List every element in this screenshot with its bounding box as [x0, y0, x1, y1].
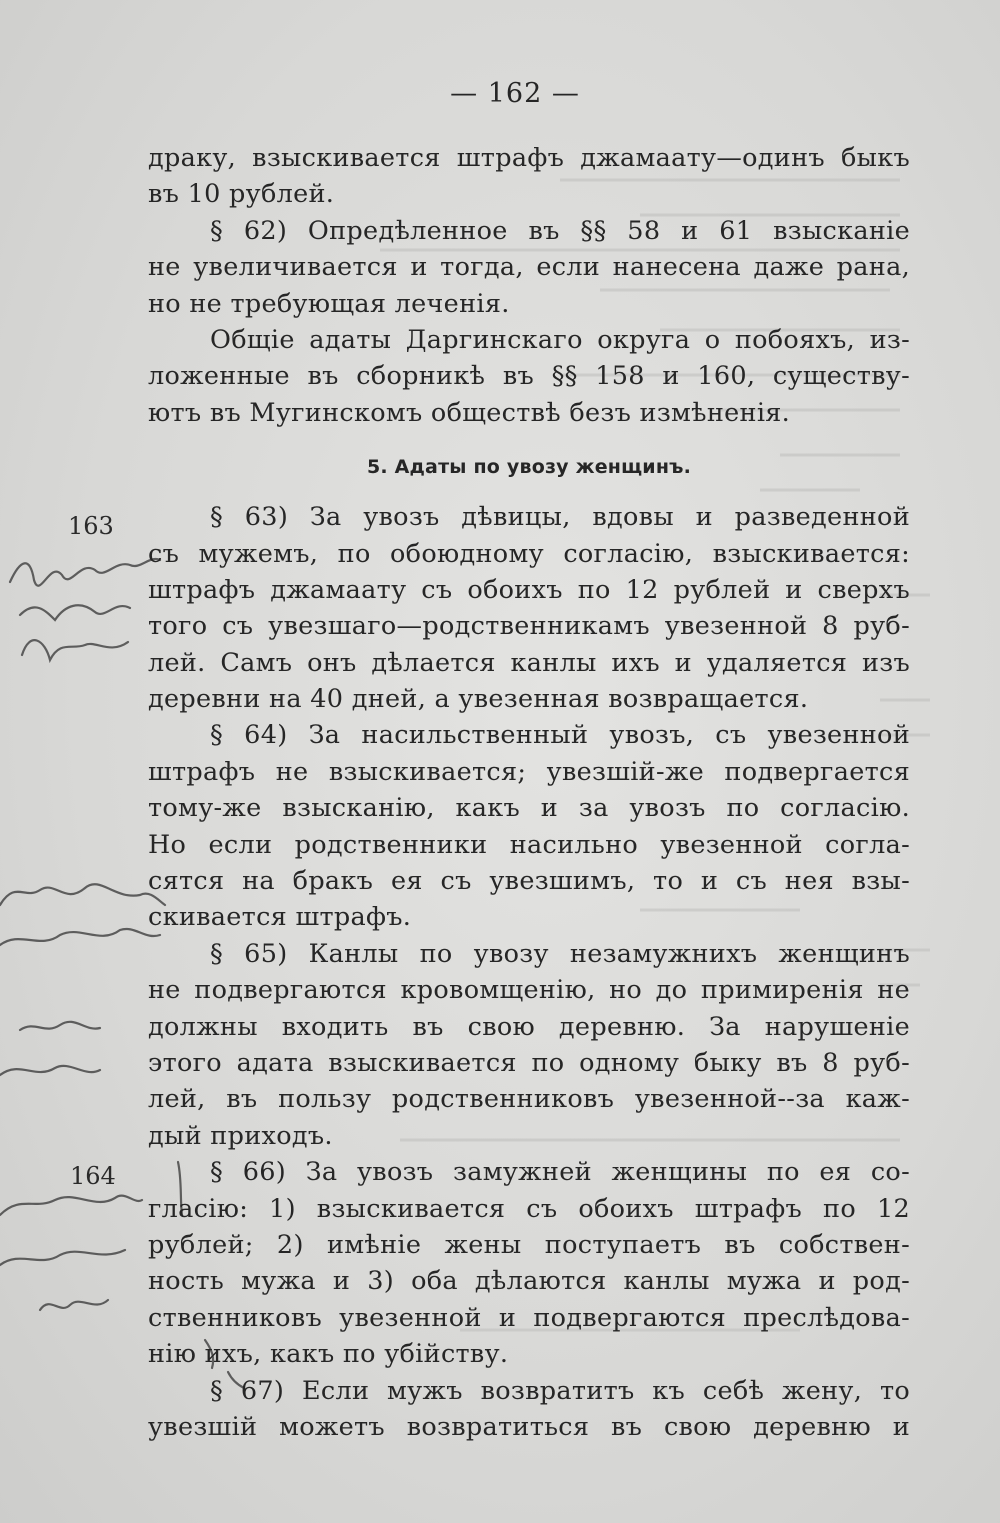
text-line: но не требующая леченія.: [148, 288, 510, 319]
text-line: не подвергаются кровомщенію, но до примиренія не: [148, 975, 910, 1006]
page-number: — 162 —: [450, 78, 580, 109]
text-line: нію ихъ, какъ по убійству.: [148, 1339, 509, 1370]
text-line: драку, взыскивается штрафъ джамаату—одинъ быкъ: [148, 143, 910, 173]
section-heading: 5. Адаты по увозу женщинъ.: [366, 456, 692, 479]
text-line: ность мужа и 3) оба дѣлаются канлы мужа и род-: [148, 1266, 910, 1297]
text-line: рублей; 2) имѣніе жены поступаетъ въ собствен-: [148, 1229, 910, 1260]
text-line: § 64) За насильственный увозъ, съ увезенной: [210, 720, 910, 751]
text-line: § 66) За увозъ замужней женщины по ея со-: [210, 1157, 910, 1188]
text-line: съ мужемъ, по обоюдному согласію, взыскивается:: [148, 538, 910, 569]
main-text: [148, 140, 910, 1445]
text-line: § 65) Канлы по увозу незамужнихъ женщинъ: [210, 938, 910, 969]
text-line: сятся на бракъ ея съ увезшимъ, то и съ нея взы-: [148, 866, 910, 897]
text-line: Общіе адаты Даргинскаго округа о побояхъ, из-: [210, 324, 910, 355]
text-line: Но если родственники насильно увезенной согла-: [148, 829, 910, 860]
text-line: лей, въ пользу родственниковъ увезенной--за каж-: [148, 1084, 910, 1115]
text-line: скивается штрафъ.: [148, 902, 412, 933]
text-line: штрафъ джамаату съ обоихъ по 12 рублей и сверхъ: [148, 574, 910, 605]
text-line: въ 10 рублей.: [148, 179, 335, 210]
text-line: § 67) Если мужъ возвратитъ къ себѣ жену, то: [210, 1375, 910, 1406]
text-line: § 62) Опредѣленное въ §§ 58 и 61 взысканіе: [210, 215, 910, 246]
text-line: лей. Самъ онъ дѣлается канлы ихъ и удаляется изъ: [148, 647, 910, 678]
text-line: не увеличивается и тогда, если нанесена даже рана,: [148, 252, 910, 283]
text-line: того съ увезшаго—родственникамъ увезенной 8 руб-: [148, 611, 910, 642]
text-line: увезшій можетъ возвратиться въ свою деревню и: [148, 1411, 910, 1442]
text-line: тому-же взысканію, какъ и за увозъ по согласію.: [148, 793, 910, 824]
text-line: штрафъ не взыскивается; увезшій-же подвергается: [148, 756, 910, 787]
text-line: ютъ въ Мугинскомъ обществѣ безъ измѣненія.: [148, 397, 791, 428]
text-line: должны входить въ свою деревню. За нарушеніе: [148, 1011, 910, 1042]
text-line: ложенные въ сборникѣ въ §§ 158 и 160, существу-: [148, 361, 910, 392]
text-line: ственниковъ увезенной и подвергаются преслѣдова-: [148, 1302, 910, 1333]
text-line: этого адата взыскивается по одному быку въ 8 руб-: [148, 1047, 910, 1078]
margin-section-number: 163: [68, 512, 114, 540]
margin-section-number: 164: [70, 1162, 116, 1190]
text-line: дый приходъ.: [148, 1120, 333, 1151]
text-line: деревни на 40 дней, а увезенная возвращается.: [148, 684, 809, 715]
text-line: § 63) За увозъ дѣвицы, вдовы и разведенной: [210, 502, 910, 533]
text-line: гласію: 1) взыскивается съ обоихъ штрафъ по 12: [148, 1193, 910, 1224]
